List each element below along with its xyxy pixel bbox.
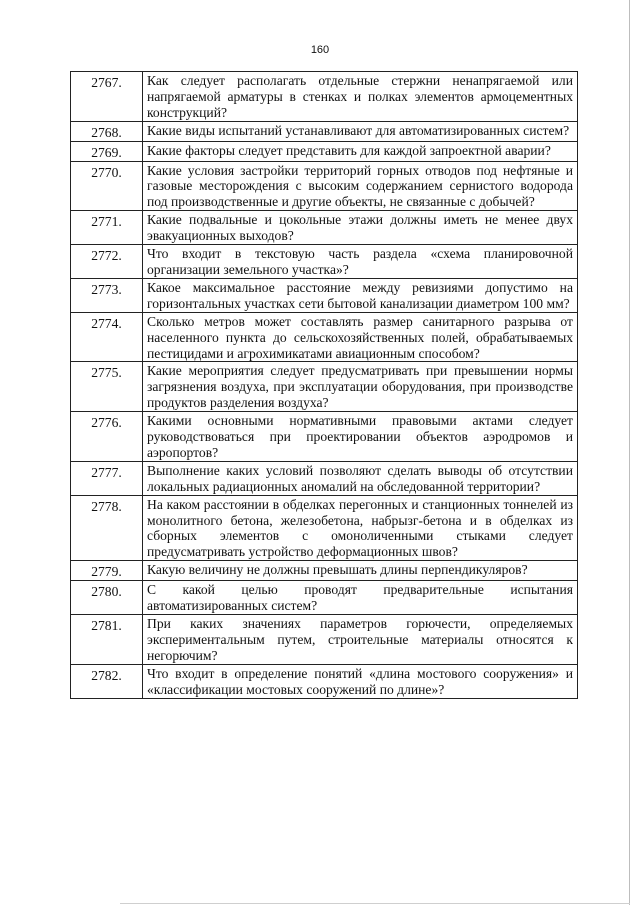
question-row <box>71 412 578 462</box>
question-row <box>71 245 578 279</box>
questions-table <box>70 71 578 699</box>
question-text: Выполнение каких условий позволяют сделать выводы об отсутствии локальных радиационных аномалий на обследованной территории? <box>143 461 578 495</box>
question-number: 2781. <box>71 615 143 665</box>
question-number: 2772. <box>71 245 143 279</box>
question-row <box>71 72 578 122</box>
question-text: Что входит в определение понятий «длина мостового сооружения» и «классификации мостовых сооружений по длине»? <box>143 664 578 698</box>
question-row <box>71 211 578 245</box>
question-row <box>71 278 578 312</box>
question-text: Какую величину не должны превышать длины перпендикуляров? <box>143 561 578 581</box>
question-number: 2780. <box>71 581 143 615</box>
question-number: 2774. <box>71 312 143 362</box>
question-number: 2768. <box>71 121 143 141</box>
question-row <box>71 495 578 561</box>
question-text: Как следует располагать отдельные стержни ненапрягаемой или напрягаемой арматуры в стенках и полках элементов армоцементных конструкций? <box>143 72 578 122</box>
scan-edge-right <box>629 0 630 905</box>
question-text: Что входит в текстовую часть раздела «схема планировочной организации земельного участка»? <box>143 245 578 279</box>
question-number: 2770. <box>71 161 143 211</box>
question-text: Какие виды испытаний устанавливают для автоматизированных систем? <box>143 121 578 141</box>
page-number: 160 <box>310 44 330 56</box>
question-number: 2773. <box>71 278 143 312</box>
question-text: Какие подвальные и цокольные этажи должны иметь не менее двух эвакуационных выходов? <box>143 211 578 245</box>
question-text: Какие мероприятия следует предусматривать при превышении нормы загрязнения воздуха, при эксплуатации оборудования, при производстве продуктов разделения воздуха? <box>143 362 578 412</box>
scan-edge-bottom <box>120 903 630 904</box>
question-number: 2778. <box>71 495 143 561</box>
question-row <box>71 161 578 211</box>
question-text: Какие условия застройки территорий горных отводов под нефтяные и газовые месторождения с высоким содержанием сернистого водорода под производственные и другие объекты, не связанные с добычей? <box>143 161 578 211</box>
question-number: 2779. <box>71 561 143 581</box>
question-number: 2769. <box>71 141 143 161</box>
question-text: При каких значениях параметров горючести, определяемых экспериментальным путем, строительные материалы относятся к негорючим? <box>143 615 578 665</box>
question-text: Какими основными нормативными правовыми актами следует руководствоваться при проектировании объектов аэродромов и аэропортов? <box>143 412 578 462</box>
question-text: С какой целью проводят предварительные испытания автоматизированных систем? <box>143 581 578 615</box>
question-row <box>71 461 578 495</box>
question-number: 2782. <box>71 664 143 698</box>
question-text: Какие факторы следует представить для каждой запроектной аварии? <box>143 141 578 161</box>
question-number: 2775. <box>71 362 143 412</box>
question-row <box>71 561 578 581</box>
question-row <box>71 615 578 665</box>
question-text: На каком расстоянии в обделках перегонных и станционных тоннелей из монолитного бетона, железобетона, набрызг-бетона и в обделках из сборных элементов с омоноличенными стыками следует предусматривать устройство деформационных швов? <box>143 495 578 561</box>
question-text: Какое максимальное расстояние между ревизиями допустимо на горизонтальных участках сети бытовой канализации диаметром 100 мм? <box>143 278 578 312</box>
question-row <box>71 664 578 698</box>
question-number: 2777. <box>71 461 143 495</box>
question-row <box>71 581 578 615</box>
question-number: 2776. <box>71 412 143 462</box>
question-number: 2771. <box>71 211 143 245</box>
question-row <box>71 312 578 362</box>
question-row <box>71 141 578 161</box>
question-number: 2767. <box>71 72 143 122</box>
question-row <box>71 362 578 412</box>
question-text: Сколько метров может составлять размер санитарного разрыва от населенного пункта до сельскохозяйственных полей, обрабатываемых пестицидами и агрохимикатами авиационным способом? <box>143 312 578 362</box>
question-row <box>71 121 578 141</box>
